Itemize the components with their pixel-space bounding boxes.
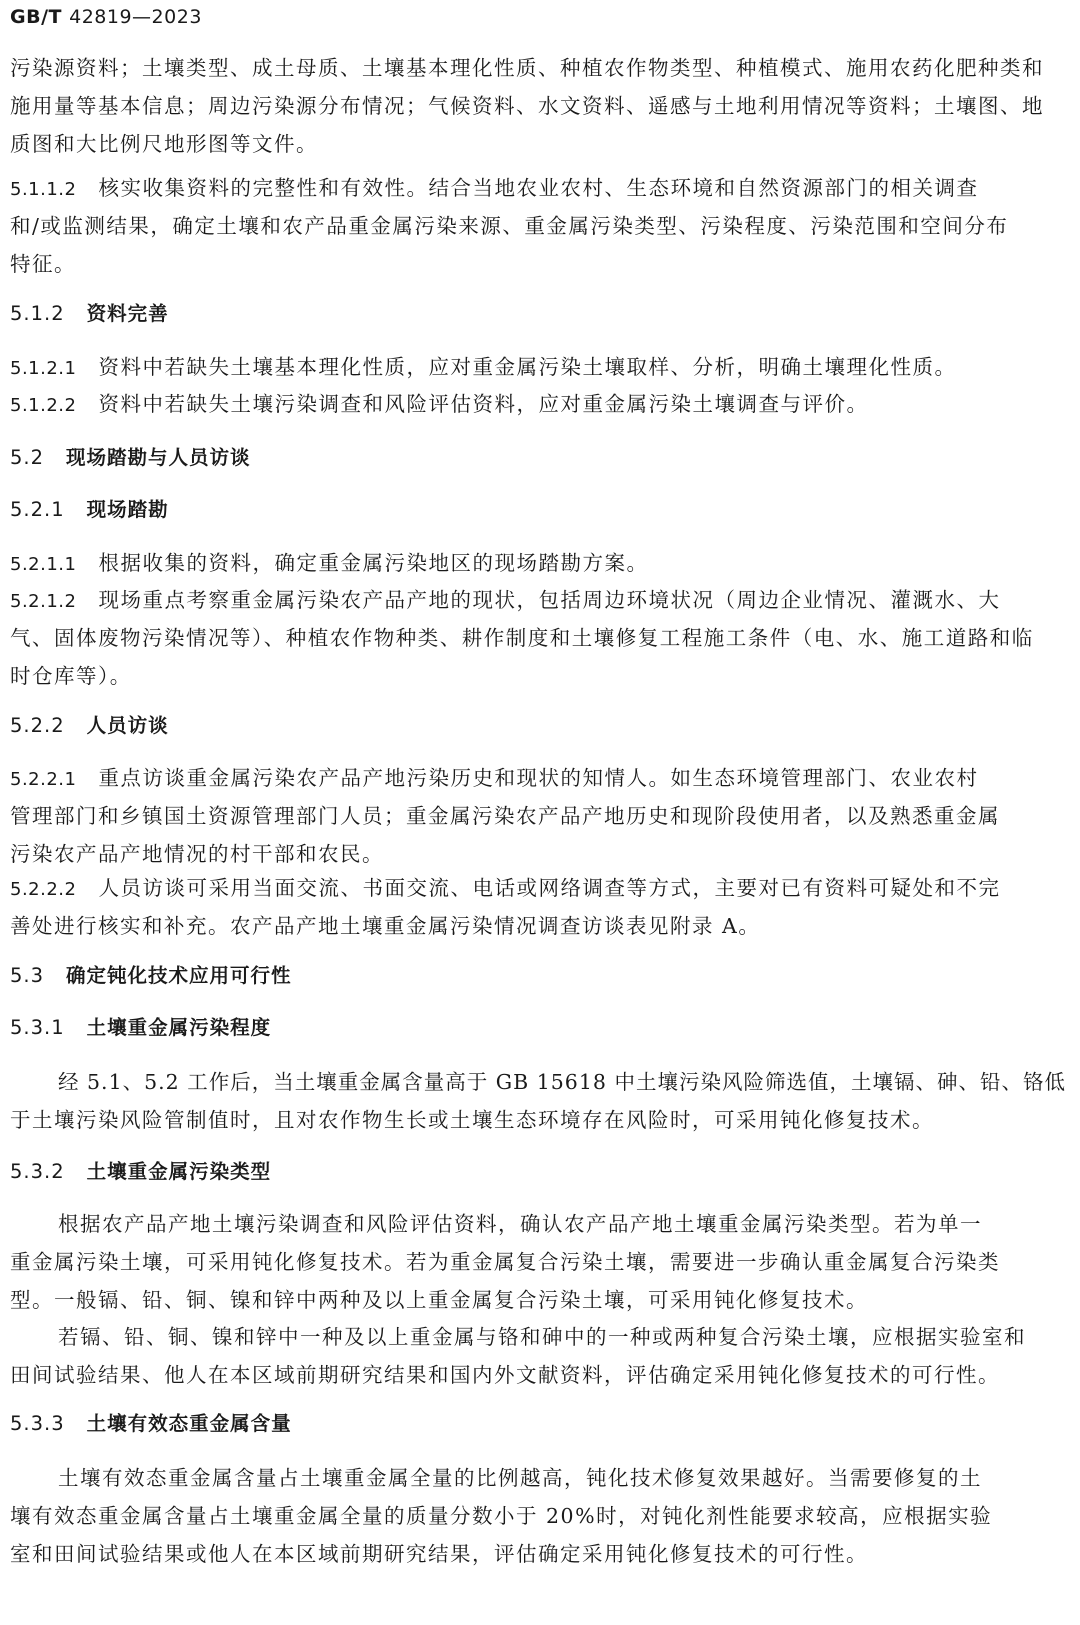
section-heading-5-3-2 [10,1157,271,1187]
clause-number: 5.2.2.1 [10,769,77,790]
text-line: 若镉、铅、铜、镍和锌中一种及以上重金属与铬和砷中的一种或两种复合污染土壤，应根据实验室和 [58,1325,1026,1349]
clause-5-1-2-1 [10,348,1070,386]
clause-5-1-1-2 [10,169,1070,283]
heading-title: 土壤重金属污染类型 [86,1160,272,1183]
text-line: 壤有效态重金属含量占土壤重金属全量的质量分数小于 20%时，对钝化剂性能要求较高，应根据实验 [10,1504,993,1528]
paragraph-5-3-2-b [10,1318,1070,1394]
heading-title: 土壤有效态重金属含量 [86,1412,292,1435]
text-line: 质图和大比例尺地形图等文件。 [10,132,318,156]
clause-text: 资料中若缺失土壤基本理化性质，应对重金属污染土壤取样、分析，明确土壤理化性质。 [98,355,957,379]
text-line: 田间试验结果、他人在本区域前期研究结果和国内外文献资料，评估确定采用钝化修复技术的可行性。 [10,1363,1000,1387]
text-line: 重金属污染土壤，可采用钝化修复技术。若为重金属复合污染土壤，需要进一步确认重金属复合污染类 [10,1250,1000,1274]
text-line: 室和田间试验结果或他人在本区域前期研究结果，评估确定采用钝化修复技术的可行性。 [10,1542,868,1566]
text-line: 特征。 [10,252,76,276]
section-heading-5-2-1 [10,495,169,525]
section-heading-5-1-2 [10,299,169,329]
paragraph-5-3-2-a [10,1205,1070,1319]
heading-number: 5.2.2 [10,714,65,737]
clause-text: 资料中若缺失土壤污染调查和风险评估资料，应对重金属污染土壤调查与评价。 [98,392,869,416]
text-line: 善处进行核实和补充。农产品产地土壤重金属污染情况调查访谈表见附录 A。 [10,914,761,938]
text-line: 经 5.1、5.2 工作后，当土壤重金属含量高于 GB 15618 中土壤污染风险筛选值，土壤镉、砷、铅、铬低 [58,1070,1066,1094]
text-line: 根据农产品产地土壤污染调查和风险评估资料，确认农产品产地土壤重金属污染类型。若为单一 [58,1212,982,1236]
clause-5-2-2-2 [10,869,1070,945]
paragraph-continuation [10,49,1070,163]
section-heading-5-2 [10,443,251,473]
text-line: 污染农产品产地情况的村干部和农民。 [10,842,384,866]
text-line: 气、固体废物污染情况等）、种植农作物种类、耕作制度和土壤修复工程施工条件（电、水、施工道路和临 [10,626,1034,650]
text-line: 施用量等基本信息；周边污染源分布情况；气候资料、水文资料、遥感与土地利用情况等资料；土壤图、地 [10,94,1044,118]
heading-number: 5.3.1 [10,1016,65,1039]
clause-number: 5.2.1.1 [10,554,77,575]
paragraph-5-3-1 [10,1063,1070,1139]
heading-title: 人员访谈 [86,714,169,737]
text-line: 型。一般镉、铅、铜、镍和锌中两种及以上重金属复合污染土壤，可采用钝化修复技术。 [10,1288,868,1312]
clause-number: 5.2.1.2 [10,591,77,612]
heading-number: 5.2 [10,446,45,469]
text-line [10,869,1070,907]
text-line [10,385,1070,423]
heading-title: 资料完善 [86,302,169,325]
heading-number: 5.1.2 [10,302,65,325]
heading-title: 现场踏勘 [86,498,169,521]
text-line: 时仓库等）。 [10,664,132,688]
clause-5-2-2-1 [10,759,1070,873]
standard-prefix: GB/T [10,6,62,28]
heading-number: 5.3.3 [10,1412,65,1435]
standard-number: 42819—2023 [69,6,202,28]
heading-number: 5.2.1 [10,498,65,521]
clause-number: 5.2.2.2 [10,879,77,900]
clause-text: 现场重点考察重金属污染农产品产地的现状，包括周边环境状况（周边企业情况、灌溉水、大 [98,588,1001,612]
heading-title: 确定钝化技术应用可行性 [66,964,292,987]
clause-5-1-2-2 [10,385,1070,423]
text-line [10,169,1070,207]
text-line: 污染源资料；土壤类型、成土母质、土壤基本理化性质、种植农作物类型、种植模式、施用农药化肥种类和 [10,56,1044,80]
section-heading-5-3-1 [10,1013,271,1043]
text-line [10,544,1070,582]
heading-number: 5.3 [10,964,45,987]
clause-text: 重点访谈重金属污染农产品产地污染历史和现状的知情人。如生态环境管理部门、农业农村 [98,766,979,790]
section-heading-5-3 [10,961,292,991]
standard-header [10,6,202,28]
clause-number: 5.1.2.2 [10,395,77,416]
clause-5-2-1-1 [10,544,1070,582]
text-line: 于土壤污染风险管制值时，且对农作物生长或土壤生态环境存在风险时，可采用钝化修复技术。 [10,1108,934,1132]
clause-text: 核实收集资料的完整性和有效性。结合当地农业农村、生态环境和自然资源部门的相关调查 [98,176,979,200]
text-line: 和/或监测结果，确定土壤和农产品重金属污染来源、重金属污染类型、污染程度、污染范围和空间分布 [10,214,1009,238]
clause-number: 5.1.2.1 [10,358,77,379]
clause-text: 人员访谈可采用当面交流、书面交流、电话或网络调查等方式，主要对已有资料可疑处和不完 [98,876,1001,900]
heading-title: 现场踏勘与人员访谈 [66,446,251,469]
paragraph-5-3-3 [10,1459,1070,1573]
clause-number: 5.1.1.2 [10,179,77,200]
text-line: 管理部门和乡镇国土资源管理部门人员；重金属污染农产品产地历史和现阶段使用者，以及熟悉重金属 [10,804,1000,828]
heading-number: 5.3.2 [10,1160,65,1183]
clause-5-2-1-2 [10,581,1070,695]
text-line: 土壤有效态重金属含量占土壤重金属全量的比例越高，钝化技术修复效果越好。当需要修复的土 [58,1466,982,1490]
clause-text: 根据收集的资料，确定重金属污染地区的现场踏勘方案。 [98,551,649,575]
section-heading-5-2-2 [10,711,169,741]
text-line [10,581,1070,619]
section-heading-5-3-3 [10,1409,292,1439]
heading-title: 土壤重金属污染程度 [86,1016,272,1039]
text-line [10,759,1070,797]
text-line [10,348,1070,386]
